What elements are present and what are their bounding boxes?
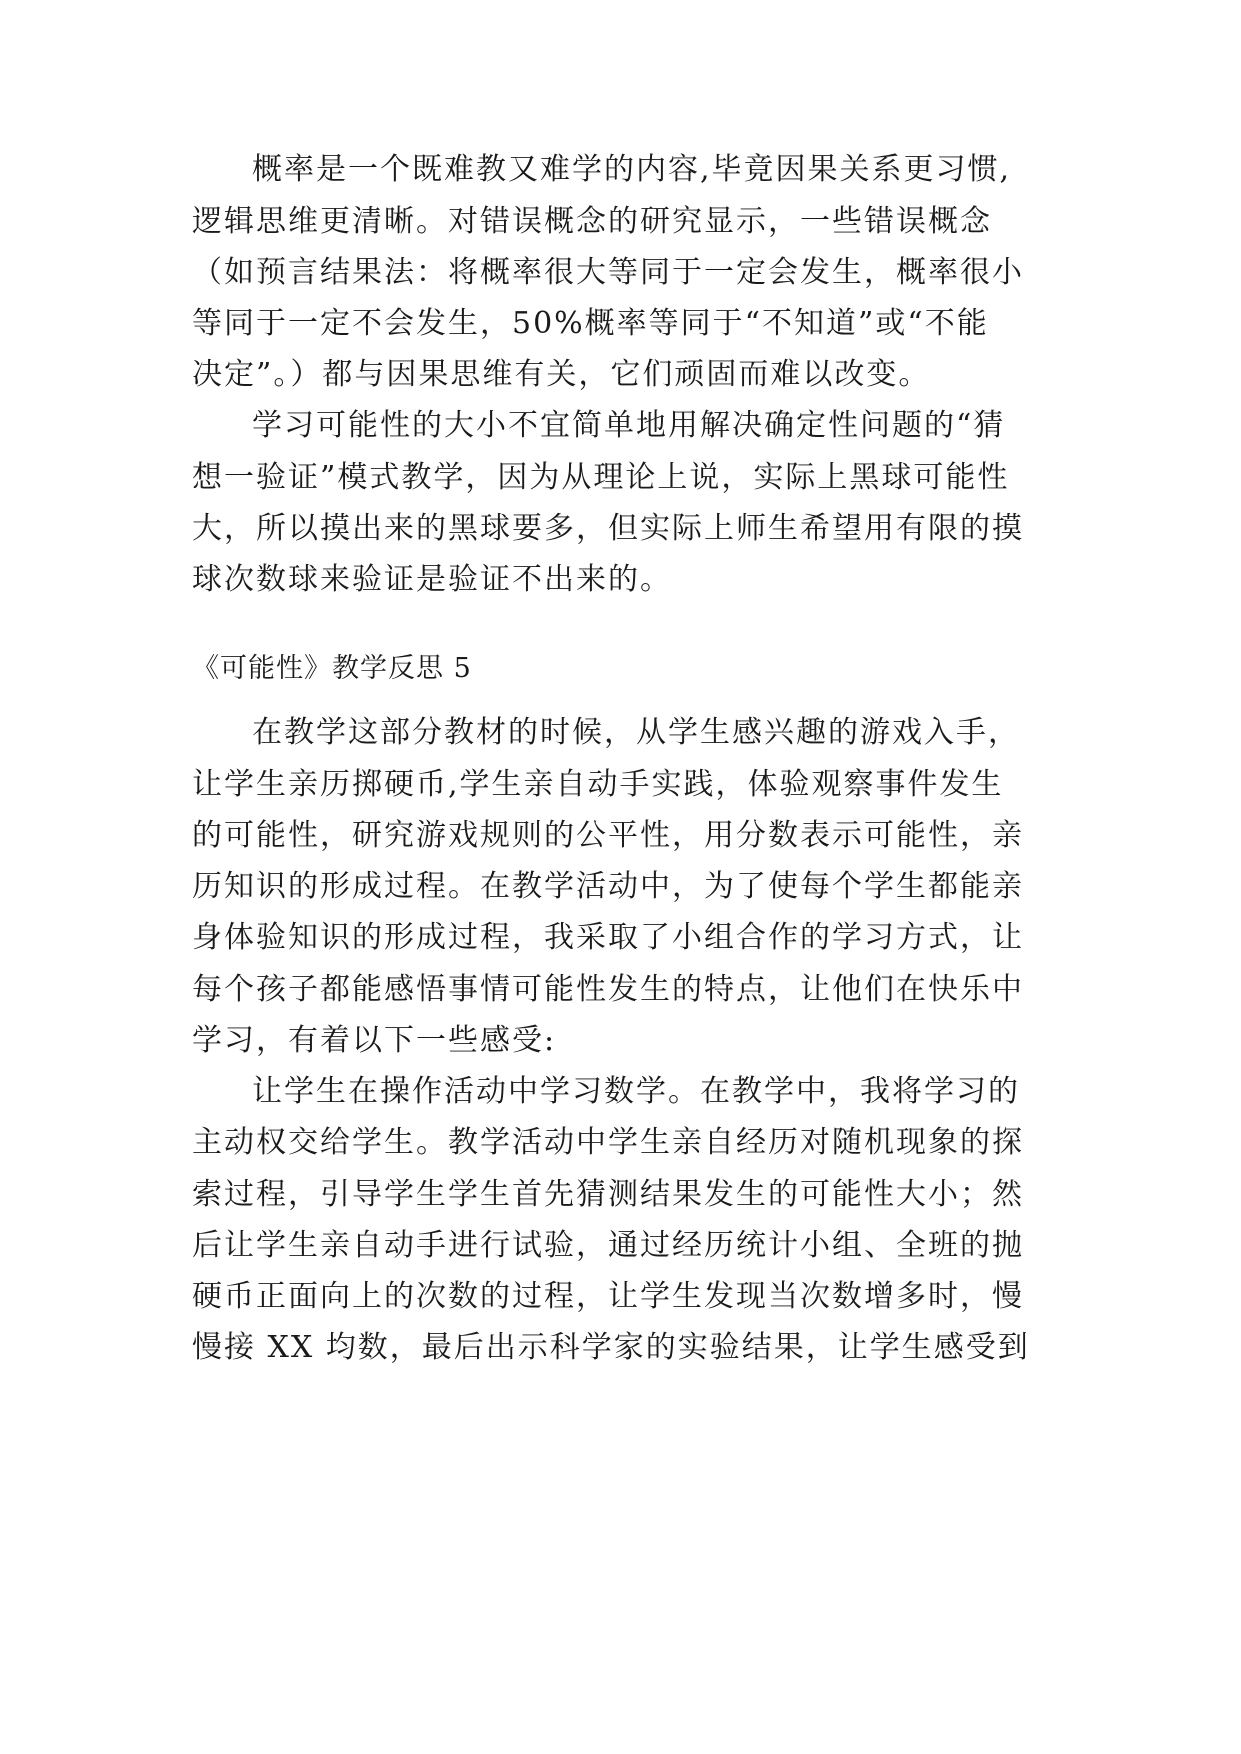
paragraph-line: （如预言结果法：将概率很大等同于一定会发生，概率很小 (192, 255, 1024, 290)
paragraph-line: 索过程，引导学生学生首先猜测结果发生的可能性大小；然 (192, 1177, 1024, 1212)
paragraph-line: 后让学生亲自动手进行试验，通过经历统计小组、全班的抛 (192, 1228, 1024, 1263)
paragraph-line: 决定”。）都与因果思维有关，它们顽固而难以改变。 (192, 357, 931, 392)
paragraph-line: 在教学这部分教材的时候，从学生感兴趣的游戏入手， (252, 715, 1020, 750)
paragraph-line: 逻辑思维更清晰。对错误概念的研究显示，一些错误概念 (192, 204, 992, 239)
section-heading: 《可能性》教学反思 5 (192, 653, 472, 684)
paragraph-line: 想一验证”模式教学，因为从理论上说，实际上黑球可能性 (192, 460, 1010, 495)
paragraph-line: 身体验知识的形成过程，我采取了小组合作的学习方式，让 (192, 920, 1024, 955)
paragraph-line: 历知识的形成过程。在教学活动中，为了使每个学生都能亲 (192, 869, 1024, 904)
paragraph-line: 让学生在操作活动中学习数学。在教学中，我将学习的 (252, 1074, 1020, 1109)
paragraph-line: 球次数球来验证是验证不出来的。 (192, 562, 672, 597)
paragraph-line: 概率是一个既难教又难学的内容,毕竟因果关系更习惯, (252, 152, 1012, 187)
paragraph-line: 的可能性，研究游戏规则的公平性，用分数表示可能性，亲 (192, 818, 1024, 853)
paragraph-line: 大，所以摸出来的黑球要多，但实际上师生希望用有限的摸 (192, 511, 1024, 546)
paragraph-line: 硬币正面向上的次数的过程，让学生发现当次数增多时，慢 (192, 1279, 1024, 1314)
paragraph-line: 每个孩子都能感悟事情可能性发生的特点，让他们在快乐中 (192, 972, 1024, 1007)
paragraph-line: 主动权交给学生。教学活动中学生亲自经历对随机现象的探 (192, 1125, 1024, 1160)
paragraph-line: 学习，有着以下一些感受: (192, 1023, 557, 1058)
paragraph-line: 学习可能性的大小不宜简单地用解决确定性问题的“猜 (252, 408, 1006, 443)
paragraph-line: 慢接 XX 均数，最后出示科学家的实验结果，让学生感受到 (192, 1330, 1030, 1365)
paragraph-line: 等同于一定不会发生，50%概率等同于“不知道”或“不能 (192, 306, 989, 341)
paragraph-line: 让学生亲历掷硬币,学生亲自动手实践，体验观察事件发生 (192, 767, 1004, 802)
